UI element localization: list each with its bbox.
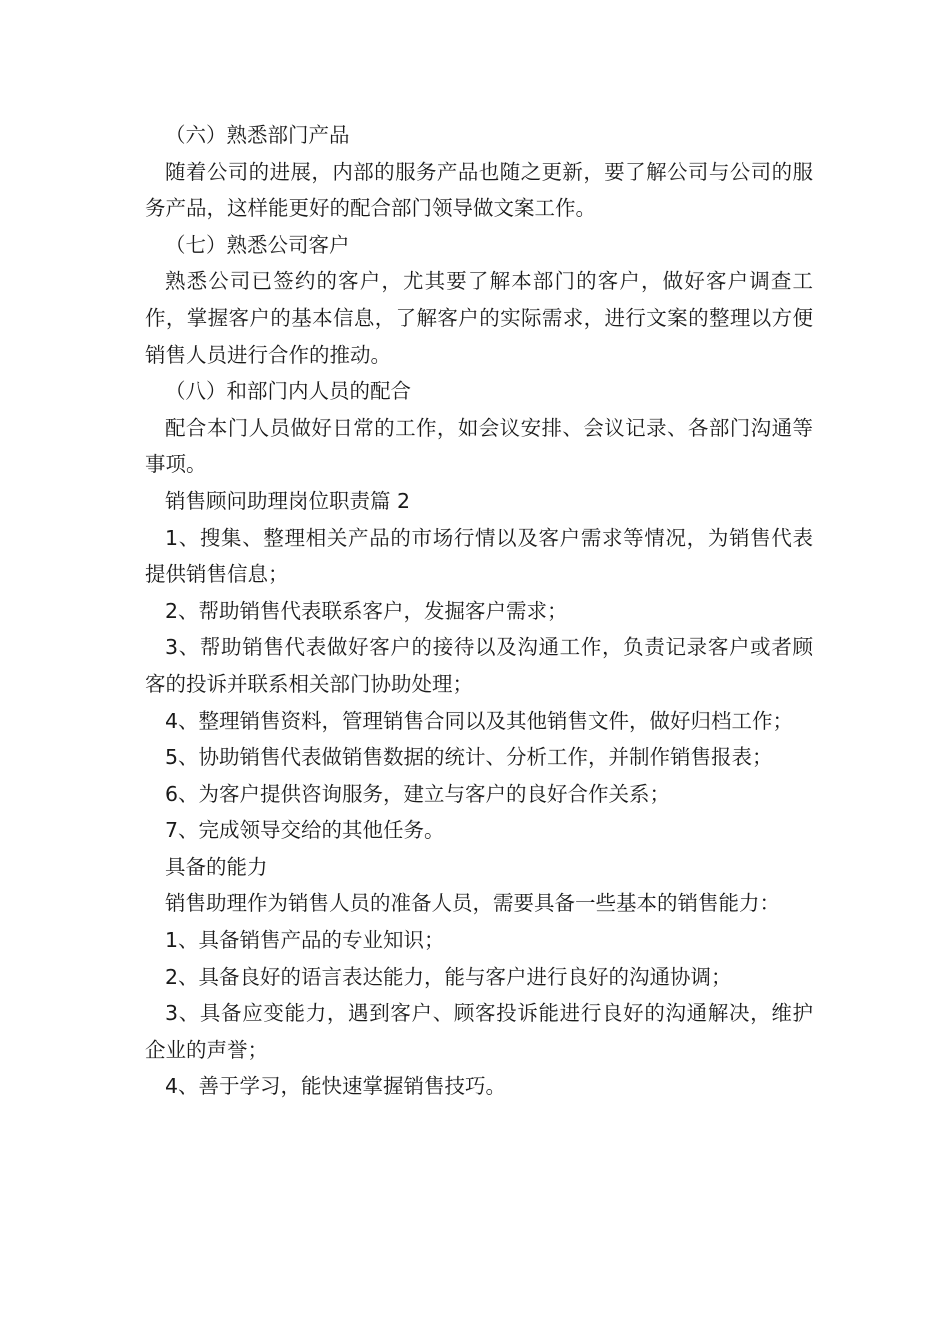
section-heading-7: （七）熟悉公司客户 [165,232,350,257]
duty-item-5: 5、协助销售代表做销售数据的统计、分析工作，并制作销售报表； [165,745,773,770]
abilities-intro: 销售助理作为销售人员的准备人员，需要具备一些基本的销售能力： [165,891,780,916]
duty-item-7: 7、完成领导交给的其他任务。 [165,818,445,843]
duty-item-1: 1、搜集、整理相关产品的市场行情以及客户需求等情况，为销售代表提供销售信息； [145,525,813,587]
duty-item-2: 2、帮助销售代表联系客户，发掘客户需求； [165,598,568,623]
duty-item-4: 4、整理销售资料，管理销售合同以及其他销售文件，做好归档工作； [165,708,794,733]
paragraph-customer-knowledge: 熟悉公司已签约的客户，尤其要了解本部门的客户，做好客户调查工作，掌握客户的基本信息，了解客户的实际需求，进行文案的整理以方便销售人员进行合作的推动。 [145,269,813,367]
ability-item-3: 3、具备应变能力，遇到客户、顾客投诉能进行良好的沟通解决，维护企业的声誉； [145,1001,813,1062]
paragraph-team-cooperation: 配合本门人员做好日常的工作，如会议安排、会议记录、各部门沟通等事项。 [145,415,813,477]
ability-item-2: 2、具备良好的语言表达能力，能与客户进行良好的沟通协调； [165,964,732,989]
section-heading-8: （八）和部门内人员的配合 [165,379,411,404]
section-heading-6: （六）熟悉部门产品 [165,123,350,147]
document-body [145,117,813,1105]
abilities-heading: 具备的能力 [165,854,268,879]
duty-item-3: 3、帮助销售代表做好客户的接待以及沟通工作，负责记录客户或者顾客的投诉并联系相关部门协助处理； [145,635,813,696]
ability-item-1: 1、具备销售产品的专业知识； [165,928,445,953]
paragraph-product-knowledge: 随着公司的进展，内部的服务产品也随之更新，要了解公司与公司的服务产品，这样能更好的配合部门领导做文案工作。 [145,159,813,221]
article-title-part-2: 销售顾问助理岗位职责篇 2 [165,488,411,513]
ability-item-4: 4、善于学习，能快速掌握销售技巧。 [165,1074,507,1099]
duty-item-6: 6、为客户提供咨询服务，建立与客户的良好合作关系； [165,781,671,806]
